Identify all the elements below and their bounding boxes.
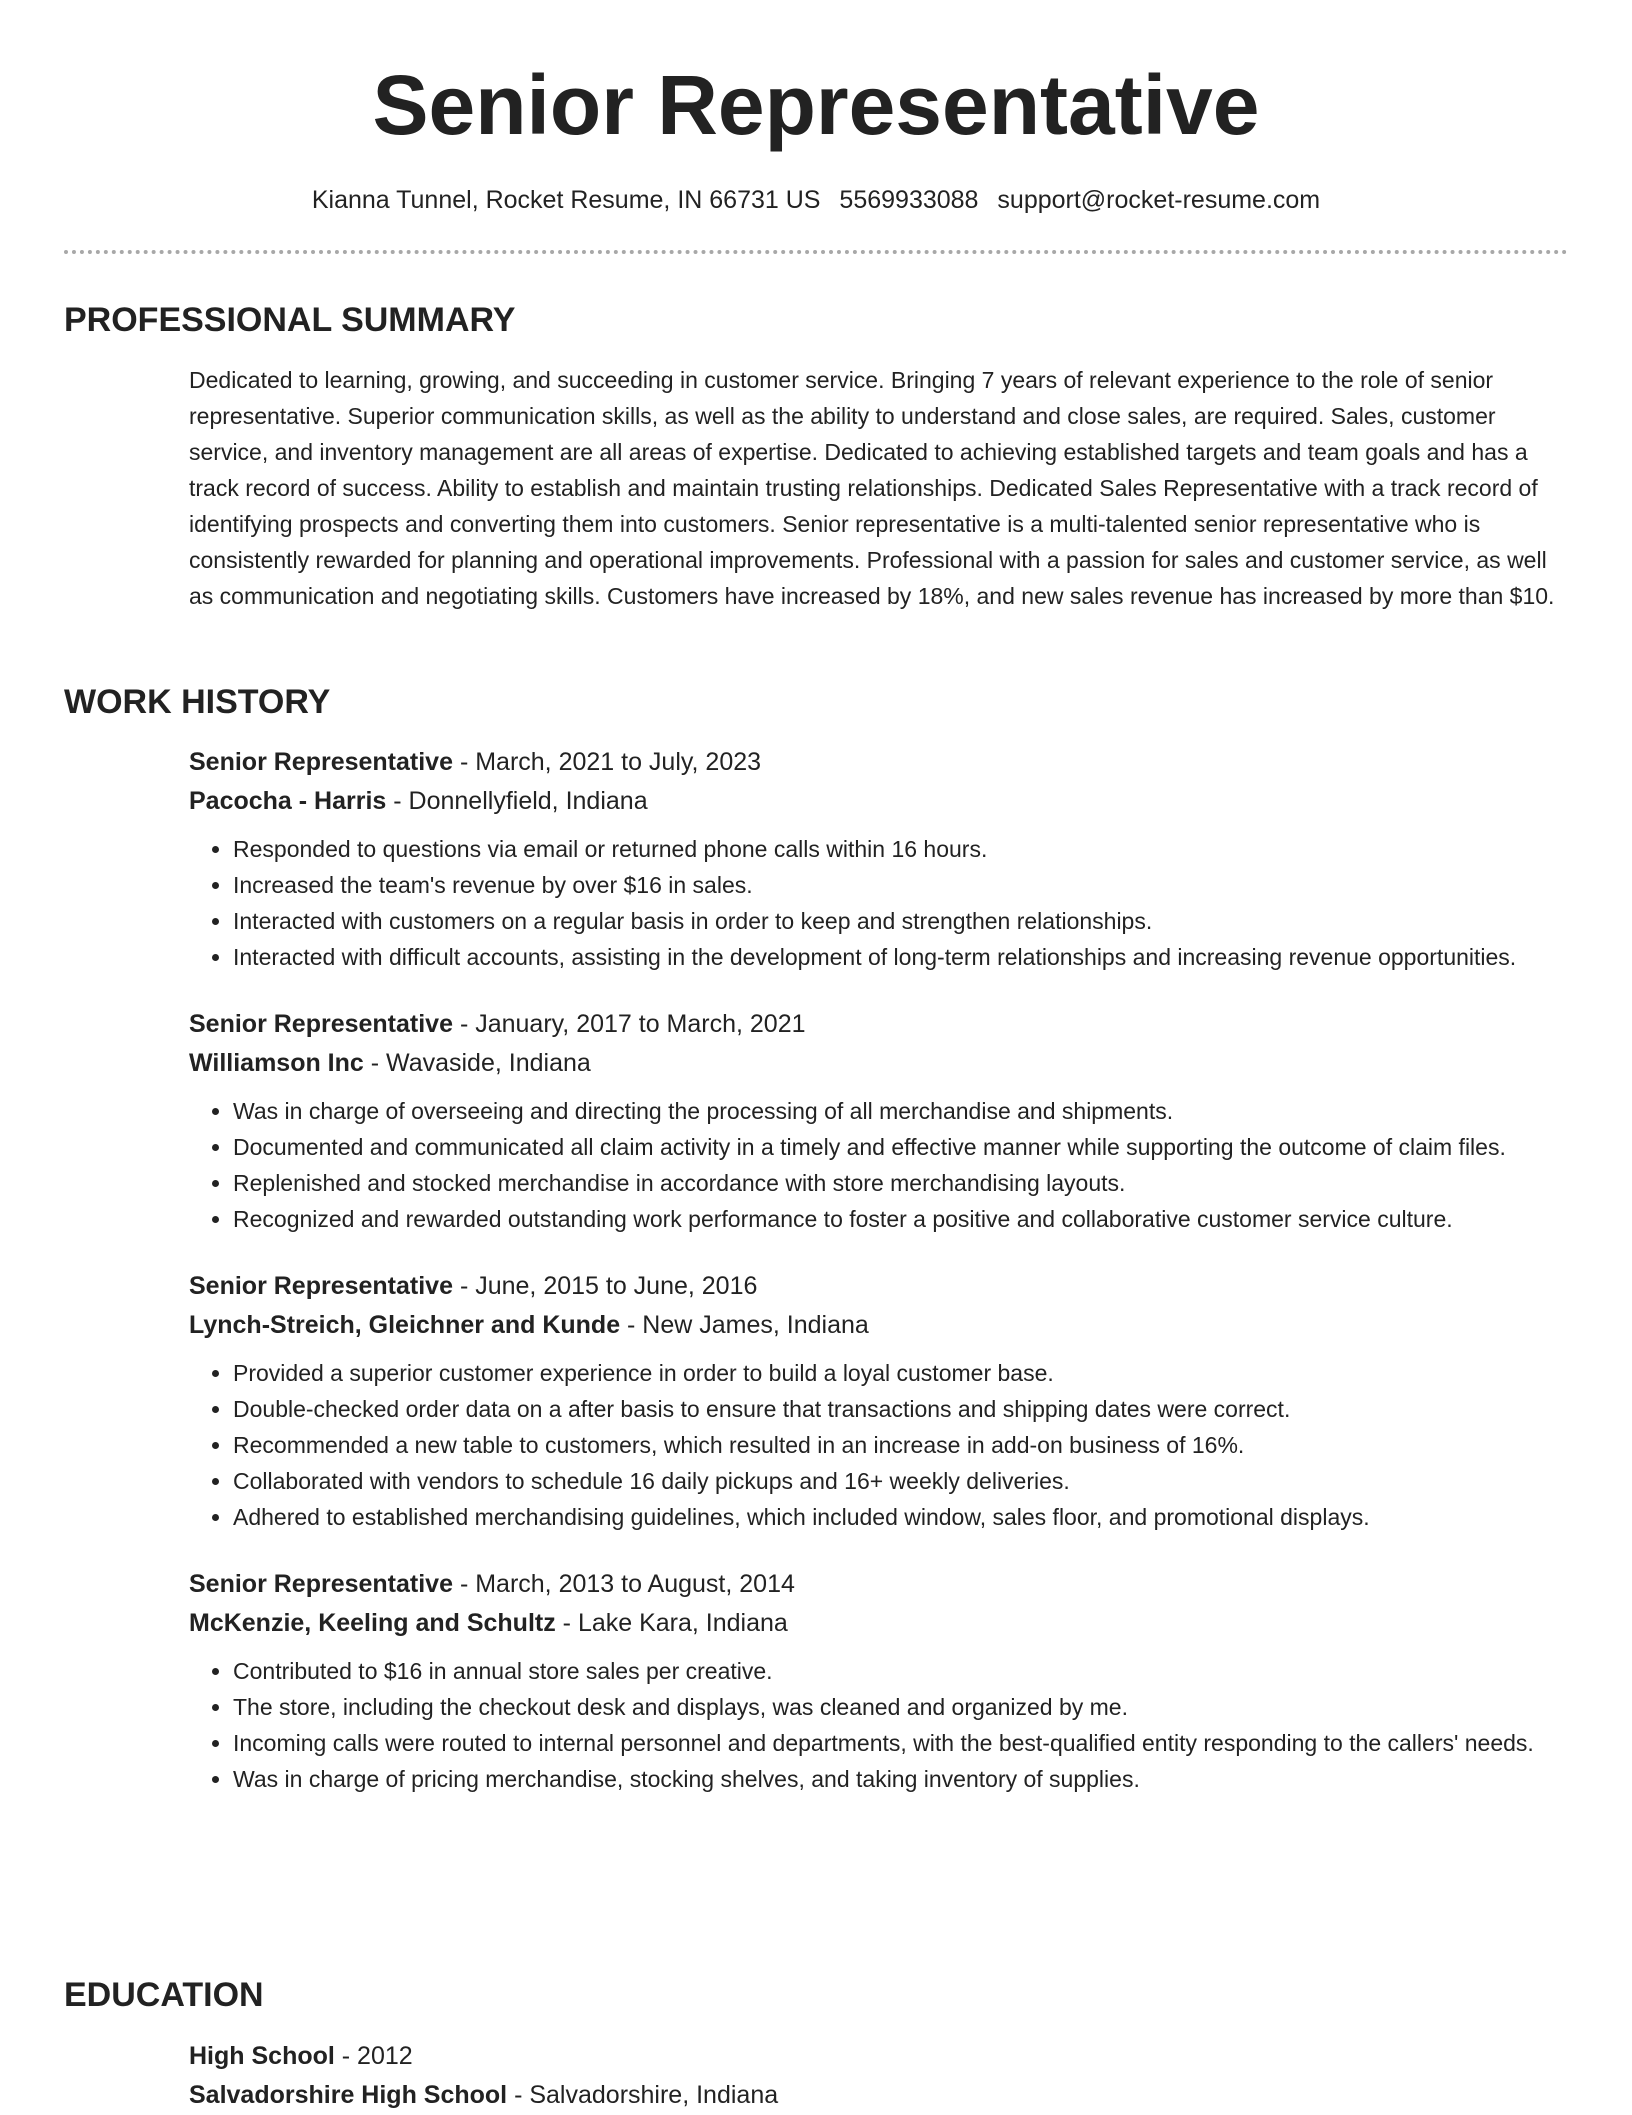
job-company: Pacocha - Harris <box>189 787 387 815</box>
job-bullet: • Increased the team's revenue by over $16 in sales. <box>233 867 1568 903</box>
education-degree: High School <box>189 2042 335 2070</box>
job-company-line <box>189 1306 1568 1345</box>
job-role-line <box>189 1005 1568 1044</box>
job-company-line <box>189 1044 1568 1083</box>
job-role-line <box>189 743 1568 782</box>
job-company-line <box>189 782 1568 821</box>
job-dates: - June, 2015 to June, 2016 <box>453 1272 758 1300</box>
job-entry <box>189 1565 1568 1797</box>
job-bullet: • Replenished and stocked merchandise in accordance with store merchandising layouts. <box>233 1165 1568 1201</box>
job-location: - Donnellyfield, Indiana <box>386 787 648 815</box>
job-entry <box>189 743 1568 975</box>
job-bullets <box>189 1355 1568 1535</box>
job-dates: - March, 2013 to August, 2014 <box>453 1570 795 1598</box>
job-dates: - March, 2021 to July, 2023 <box>453 748 762 776</box>
education-body <box>189 2037 1568 2115</box>
job-role: Senior Representative <box>189 1010 453 1038</box>
job-bullet: • Recognized and rewarded outstanding work performance to foster a positive and collaborative customer service culture. <box>233 1201 1568 1237</box>
work-body <box>189 743 1568 1797</box>
job-location: - Lake Kara, Indiana <box>555 1609 788 1637</box>
contact-phone: 5569933088 <box>839 186 979 214</box>
summary-heading: PROFESSIONAL SUMMARY <box>64 301 516 339</box>
education-degree-line <box>189 2037 1568 2076</box>
job-company: Williamson Inc <box>189 1049 364 1077</box>
summary-body <box>189 362 1568 614</box>
education-heading: EDUCATION <box>64 1976 264 2014</box>
job-role: Senior Representative <box>189 1272 453 1300</box>
contact-line <box>64 183 1568 217</box>
job-bullet: • The store, including the checkout desk and displays, was cleaned and organized by me. <box>233 1689 1568 1725</box>
job-bullet: • Adhered to established merchandising guidelines, which included window, sales floor, and promotional displays. <box>233 1499 1568 1535</box>
job-bullets <box>189 1093 1568 1237</box>
job-bullet: • Interacted with difficult accounts, assisting in the development of long-term relationships and increasing revenue opportunities. <box>233 939 1568 975</box>
summary-text: Dedicated to learning, growing, and succeeding in customer service. Bringing 7 years of relevant experience to the role of senior representative. Superior communication skills, as well as the ability to understand and close sales, are required. Sales, customer service, and inventory management are all areas of expertise. Dedicated to achieving established targets and team goals and has a track record of success. Ability to establish and maintain trusting relationships. Dedicated Sales Representative with a track record of identifying prospects and converting them into customers. Senior representative is a multi-talented senior representative who is consistently rewarded for planning and operational improvements. Professional with a passion for sales and customer service, as well as communication and negotiating skills. Customers have increased by 18%, and new sales revenue has increased by more than $10. <box>189 367 1555 609</box>
job-bullet: • Double-checked order data on a after basis to ensure that transactions and shipping dates were correct. <box>233 1391 1568 1427</box>
page-title: Senior Representative <box>372 58 1260 152</box>
job-bullet: • Interacted with customers on a regular basis in order to keep and strengthen relationships. <box>233 903 1568 939</box>
contact-email: support@rocket-resume.com <box>997 186 1321 214</box>
job-bullet: • Contributed to $16 in annual store sales per creative. <box>233 1653 1568 1689</box>
work-heading: WORK HISTORY <box>64 683 331 721</box>
job-role-line <box>189 1267 1568 1306</box>
job-dates: - January, 2017 to March, 2021 <box>453 1010 806 1038</box>
education-school: Salvadorshire High School <box>189 2081 508 2109</box>
job-location: - New James, Indiana <box>620 1311 869 1339</box>
job-role: Senior Representative <box>189 748 453 776</box>
job-entry <box>189 1267 1568 1535</box>
work-section <box>64 682 1568 1797</box>
job-bullet: • Was in charge of overseeing and directing the processing of all merchandise and shipments. <box>233 1093 1568 1129</box>
job-location: - Wavaside, Indiana <box>363 1049 591 1077</box>
education-section <box>64 1975 1568 2115</box>
job-company: McKenzie, Keeling and Schultz <box>189 1609 556 1637</box>
summary-section <box>64 300 1568 614</box>
job-bullet: • Provided a superior customer experience in order to build a loyal customer base. <box>233 1355 1568 1391</box>
job-bullet: • Collaborated with vendors to schedule 16 daily pickups and 16+ weekly deliveries. <box>233 1463 1568 1499</box>
job-company: Lynch-Streich, Gleichner and Kunde <box>189 1311 621 1339</box>
job-company-line <box>189 1604 1568 1643</box>
job-role-line <box>189 1565 1568 1604</box>
education-location: - Salvadorshire, Indiana <box>507 2081 779 2109</box>
education-year: - 2012 <box>334 2042 413 2070</box>
job-bullet: • Responded to questions via email or returned phone calls within 16 hours. <box>233 831 1568 867</box>
resume-page <box>64 0 1568 2109</box>
job-bullet: • Recommended a new table to customers, which resulted in an increase in add-on business of 16%. <box>233 1427 1568 1463</box>
job-role: Senior Representative <box>189 1570 453 1598</box>
job-bullets <box>189 1653 1568 1797</box>
job-bullet: • Was in charge of pricing merchandise, stocking shelves, and taking inventory of supplies. <box>233 1761 1568 1797</box>
job-bullet: • Documented and communicated all claim activity in a timely and effective manner while supporting the outcome of claim files. <box>233 1129 1568 1165</box>
job-bullet: • Incoming calls were routed to internal personnel and departments, with the best-qualified entity responding to the callers' needs. <box>233 1725 1568 1761</box>
contact-address: Kianna Tunnel, Rocket Resume, IN 66731 US <box>311 186 821 214</box>
job-entry <box>189 1005 1568 1237</box>
job-bullets <box>189 831 1568 975</box>
education-school-line <box>189 2076 1568 2115</box>
header-divider <box>64 250 1568 254</box>
